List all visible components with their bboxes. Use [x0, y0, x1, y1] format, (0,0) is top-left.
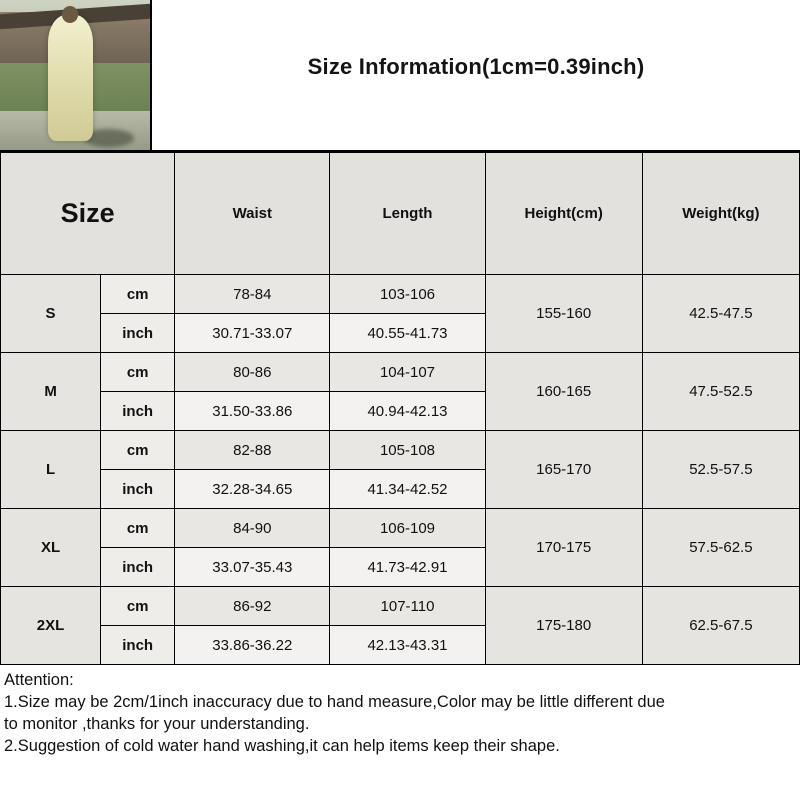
- row-size-label: S: [1, 275, 101, 353]
- waist-cm-value: 80-86: [175, 353, 330, 392]
- height-value: 165-170: [485, 431, 642, 509]
- length-cm-value: 107-110: [330, 587, 485, 626]
- attention-line-3: 2.Suggestion of cold water hand washing,it can help items keep their shape.: [4, 737, 560, 756]
- photo-model-dress: [48, 15, 93, 141]
- product-photo: [0, 0, 152, 150]
- waist-inch-value: 33.07-35.43: [175, 548, 330, 587]
- length-cm-value: 105-108: [330, 431, 485, 470]
- weight-value: 62.5-67.5: [642, 587, 799, 665]
- table-header-row: [1, 153, 800, 275]
- waist-inch-value: 30.71-33.07: [175, 314, 330, 353]
- photo-model-head: [62, 6, 79, 23]
- unit-cm-label: cm: [101, 587, 175, 626]
- length-inch-value: 42.13-43.31: [330, 626, 485, 665]
- attention-line-1: 1.Size may be 2cm/1inch inaccuracy due to hand measure,Color may be little different due: [4, 693, 665, 712]
- row-size-label: L: [1, 431, 101, 509]
- unit-inch-label: inch: [101, 548, 175, 587]
- length-inch-value: 40.94-42.13: [330, 392, 485, 431]
- unit-cm-label: cm: [101, 509, 175, 548]
- row-size-label: M: [1, 353, 101, 431]
- table-row: [1, 587, 800, 626]
- header-weight: Weight(kg): [642, 153, 799, 275]
- table-row: [1, 353, 800, 392]
- length-cm-value: 104-107: [330, 353, 485, 392]
- unit-cm-label: cm: [101, 275, 175, 314]
- waist-inch-value: 32.28-34.65: [175, 470, 330, 509]
- table-row: [1, 431, 800, 470]
- length-inch-value: 41.34-42.52: [330, 470, 485, 509]
- unit-inch-label: inch: [101, 626, 175, 665]
- header-waist: Waist: [175, 153, 330, 275]
- weight-value: 52.5-57.5: [642, 431, 799, 509]
- row-size-label: XL: [1, 509, 101, 587]
- weight-value: 47.5-52.5: [642, 353, 799, 431]
- page-title: Size Information(1cm=0.39inch): [307, 54, 645, 79]
- height-value: 170-175: [485, 509, 642, 587]
- waist-cm-value: 78-84: [175, 275, 330, 314]
- waist-cm-value: 86-92: [175, 587, 330, 626]
- unit-inch-label: inch: [101, 470, 175, 509]
- attention-line-2: to monitor ,thanks for your understanding.: [4, 715, 310, 734]
- waist-inch-value: 31.50-33.86: [175, 392, 330, 431]
- title-container: [152, 0, 800, 150]
- length-inch-value: 40.55-41.73: [330, 314, 485, 353]
- length-inch-value: 41.73-42.91: [330, 548, 485, 587]
- unit-cm-label: cm: [101, 431, 175, 470]
- weight-value: 42.5-47.5: [642, 275, 799, 353]
- height-value: 175-180: [485, 587, 642, 665]
- header-height: Height(cm): [485, 153, 642, 275]
- attention-title: Attention:: [4, 671, 74, 689]
- waist-cm-value: 84-90: [175, 509, 330, 548]
- height-value: 160-165: [485, 353, 642, 431]
- unit-inch-label: inch: [101, 314, 175, 353]
- table-row: [1, 275, 800, 314]
- waist-cm-value: 82-88: [175, 431, 330, 470]
- weight-value: 57.5-62.5: [642, 509, 799, 587]
- attention-block: [0, 665, 800, 757]
- size-table: [0, 152, 800, 665]
- header-size: Size: [1, 153, 175, 275]
- unit-inch-label: inch: [101, 392, 175, 431]
- unit-cm-label: cm: [101, 353, 175, 392]
- header-length: Length: [330, 153, 485, 275]
- header-banner: [0, 0, 800, 152]
- height-value: 155-160: [485, 275, 642, 353]
- waist-inch-value: 33.86-36.22: [175, 626, 330, 665]
- table-row: [1, 509, 800, 548]
- length-cm-value: 106-109: [330, 509, 485, 548]
- length-cm-value: 103-106: [330, 275, 485, 314]
- row-size-label: 2XL: [1, 587, 101, 665]
